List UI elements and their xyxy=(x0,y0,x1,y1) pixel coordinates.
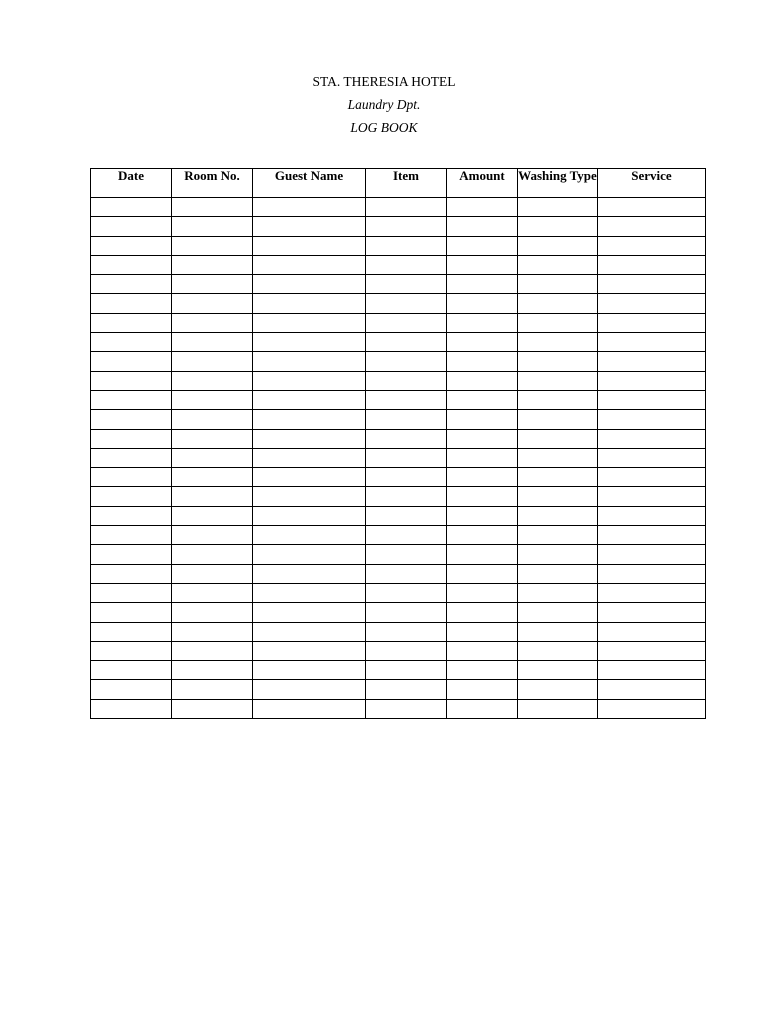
table-cell-amount xyxy=(447,680,518,699)
table-cell-date xyxy=(91,217,172,236)
table-cell-guest-name xyxy=(253,313,366,332)
table-cell-date xyxy=(91,622,172,641)
table-row xyxy=(91,641,706,660)
table-cell-guest-name xyxy=(253,448,366,467)
table-cell-service xyxy=(598,661,706,680)
department-name: Laundry Dpt. xyxy=(347,97,421,112)
table-cell-amount xyxy=(447,545,518,564)
table-cell-date xyxy=(91,294,172,313)
table-cell-item xyxy=(366,699,447,718)
table-row xyxy=(91,622,706,641)
table-cell-amount xyxy=(447,371,518,390)
table-cell-guest-name xyxy=(253,680,366,699)
document-title: LOG BOOK xyxy=(350,120,418,135)
table-cell-service xyxy=(598,468,706,487)
table-cell-room-no xyxy=(172,217,253,236)
table-cell-item xyxy=(366,545,447,564)
table-cell-item xyxy=(366,236,447,255)
table-cell-guest-name xyxy=(253,429,366,448)
table-row xyxy=(91,545,706,564)
table-row xyxy=(91,487,706,506)
table-cell-amount xyxy=(447,275,518,294)
table-cell-room-no xyxy=(172,236,253,255)
table-cell-service xyxy=(598,564,706,583)
table-cell-service xyxy=(598,217,706,236)
column-header-service: Service xyxy=(598,169,706,198)
table-cell-guest-name xyxy=(253,526,366,545)
table-cell-room-no xyxy=(172,545,253,564)
table-cell-amount xyxy=(447,333,518,352)
table-cell-date xyxy=(91,603,172,622)
table-cell-amount xyxy=(447,410,518,429)
table-cell-room-no xyxy=(172,641,253,660)
table-cell-guest-name xyxy=(253,236,366,255)
table-cell-amount xyxy=(447,448,518,467)
table-row xyxy=(91,468,706,487)
column-header-item: Item xyxy=(366,169,447,198)
table-cell-amount xyxy=(447,564,518,583)
table-cell-item xyxy=(366,313,447,332)
table-cell-guest-name xyxy=(253,390,366,409)
table-cell-date xyxy=(91,333,172,352)
table-cell-item xyxy=(366,680,447,699)
table-cell-date xyxy=(91,506,172,525)
table-cell-room-no xyxy=(172,255,253,274)
table-cell-date xyxy=(91,564,172,583)
table-cell-amount xyxy=(447,429,518,448)
table-cell-item xyxy=(366,448,447,467)
table-cell-room-no xyxy=(172,313,253,332)
table-header-row xyxy=(91,169,706,198)
table-row xyxy=(91,217,706,236)
table-cell-item xyxy=(366,583,447,602)
table-cell-date xyxy=(91,641,172,660)
table-row xyxy=(91,526,706,545)
table-cell-service xyxy=(598,583,706,602)
table-cell-service xyxy=(598,255,706,274)
table-cell-washing-type xyxy=(518,275,598,294)
table-cell-item xyxy=(366,622,447,641)
table-cell-date xyxy=(91,487,172,506)
table-cell-room-no xyxy=(172,333,253,352)
table-cell-amount xyxy=(447,468,518,487)
table-row xyxy=(91,352,706,371)
table-cell-date xyxy=(91,583,172,602)
table-row xyxy=(91,313,706,332)
table-cell-washing-type xyxy=(518,371,598,390)
table-cell-item xyxy=(366,198,447,217)
table-cell-room-no xyxy=(172,275,253,294)
hotel-name: STA. THERESIA HOTEL xyxy=(312,74,456,89)
table-cell-room-no xyxy=(172,410,253,429)
log-book-table xyxy=(90,168,706,719)
table-cell-amount xyxy=(447,487,518,506)
table-row xyxy=(91,448,706,467)
table-cell-service xyxy=(598,352,706,371)
table-body xyxy=(91,198,706,719)
table-cell-item xyxy=(366,661,447,680)
table-cell-item xyxy=(366,641,447,660)
table-cell-service xyxy=(598,371,706,390)
table-cell-date xyxy=(91,526,172,545)
table-cell-service xyxy=(598,294,706,313)
table-cell-amount xyxy=(447,641,518,660)
table-cell-amount xyxy=(447,313,518,332)
table-row xyxy=(91,583,706,602)
table-cell-item xyxy=(366,255,447,274)
column-header-guest-name: Guest Name xyxy=(253,169,366,198)
table-cell-guest-name xyxy=(253,275,366,294)
table-cell-service xyxy=(598,236,706,255)
table-cell-guest-name xyxy=(253,661,366,680)
table-cell-washing-type xyxy=(518,661,598,680)
table-cell-room-no xyxy=(172,198,253,217)
table-cell-date xyxy=(91,236,172,255)
table-cell-date xyxy=(91,390,172,409)
table-cell-amount xyxy=(447,526,518,545)
table-cell-date xyxy=(91,680,172,699)
table-cell-guest-name xyxy=(253,352,366,371)
table-cell-date xyxy=(91,699,172,718)
table-cell-washing-type xyxy=(518,583,598,602)
table-cell-service xyxy=(598,448,706,467)
table-cell-washing-type xyxy=(518,255,598,274)
table-cell-guest-name xyxy=(253,294,366,313)
table-cell-amount xyxy=(447,661,518,680)
column-header-amount: Amount xyxy=(447,169,518,198)
table-row xyxy=(91,429,706,448)
table-cell-room-no xyxy=(172,661,253,680)
table-cell-item xyxy=(366,487,447,506)
table-cell-room-no xyxy=(172,371,253,390)
table-cell-date xyxy=(91,410,172,429)
table-cell-room-no xyxy=(172,294,253,313)
table-cell-washing-type xyxy=(518,333,598,352)
table-cell-amount xyxy=(447,217,518,236)
table-cell-guest-name xyxy=(253,506,366,525)
table-cell-room-no xyxy=(172,526,253,545)
table-cell-washing-type xyxy=(518,699,598,718)
table-cell-room-no xyxy=(172,468,253,487)
column-header-room-no: Room No. xyxy=(172,169,253,198)
table-cell-date xyxy=(91,352,172,371)
table-cell-date xyxy=(91,448,172,467)
table-cell-washing-type xyxy=(518,622,598,641)
table-cell-item xyxy=(366,429,447,448)
table-cell-guest-name xyxy=(253,217,366,236)
table-cell-item xyxy=(366,468,447,487)
table-cell-item xyxy=(366,390,447,409)
table-row xyxy=(91,661,706,680)
table-cell-guest-name xyxy=(253,603,366,622)
table-cell-room-no xyxy=(172,352,253,371)
table-cell-item xyxy=(366,603,447,622)
table-cell-room-no xyxy=(172,390,253,409)
table-cell-item xyxy=(366,275,447,294)
table-cell-room-no xyxy=(172,622,253,641)
table-cell-washing-type xyxy=(518,236,598,255)
table-cell-washing-type xyxy=(518,390,598,409)
table-cell-washing-type xyxy=(518,410,598,429)
table-cell-service xyxy=(598,487,706,506)
table-cell-guest-name xyxy=(253,564,366,583)
table-row xyxy=(91,294,706,313)
table-cell-amount xyxy=(447,390,518,409)
column-header-washing-type: Washing Type xyxy=(518,169,598,198)
table-cell-item xyxy=(366,410,447,429)
table-cell-item xyxy=(366,506,447,525)
table-cell-amount xyxy=(447,622,518,641)
table-cell-service xyxy=(598,390,706,409)
table-cell-washing-type xyxy=(518,198,598,217)
table-cell-guest-name xyxy=(253,583,366,602)
table-cell-guest-name xyxy=(253,545,366,564)
table-row xyxy=(91,603,706,622)
table-cell-room-no xyxy=(172,583,253,602)
table-row xyxy=(91,275,706,294)
table-cell-guest-name xyxy=(253,255,366,274)
table-cell-amount xyxy=(447,699,518,718)
table-cell-guest-name xyxy=(253,410,366,429)
table-cell-service xyxy=(598,313,706,332)
table-cell-item xyxy=(366,352,447,371)
table-cell-service xyxy=(598,699,706,718)
table-cell-amount xyxy=(447,198,518,217)
table-cell-guest-name xyxy=(253,333,366,352)
table-cell-item xyxy=(366,564,447,583)
table-cell-room-no xyxy=(172,680,253,699)
table-cell-washing-type xyxy=(518,506,598,525)
table-cell-washing-type xyxy=(518,429,598,448)
table-cell-service xyxy=(598,603,706,622)
table-cell-guest-name xyxy=(253,641,366,660)
table-cell-service xyxy=(598,506,706,525)
table-cell-washing-type xyxy=(518,545,598,564)
table-cell-guest-name xyxy=(253,198,366,217)
table-cell-washing-type xyxy=(518,641,598,660)
table-cell-washing-type xyxy=(518,603,598,622)
table-cell-date xyxy=(91,371,172,390)
column-header-date: Date xyxy=(91,169,172,198)
table-row xyxy=(91,680,706,699)
table-cell-room-no xyxy=(172,429,253,448)
table-cell-guest-name xyxy=(253,468,366,487)
table-cell-date xyxy=(91,468,172,487)
table-cell-service xyxy=(598,526,706,545)
table-cell-washing-type xyxy=(518,564,598,583)
table-cell-date xyxy=(91,313,172,332)
table-cell-item xyxy=(366,294,447,313)
table-row xyxy=(91,255,706,274)
table-cell-washing-type xyxy=(518,352,598,371)
table-cell-room-no xyxy=(172,487,253,506)
table-cell-date xyxy=(91,275,172,294)
table-cell-guest-name xyxy=(253,371,366,390)
table-cell-washing-type xyxy=(518,448,598,467)
table-cell-service xyxy=(598,333,706,352)
table-cell-amount xyxy=(447,352,518,371)
table-cell-washing-type xyxy=(518,294,598,313)
table-row xyxy=(91,564,706,583)
table-cell-item xyxy=(366,333,447,352)
table-cell-amount xyxy=(447,236,518,255)
table-cell-amount xyxy=(447,583,518,602)
table-cell-service xyxy=(598,410,706,429)
table-cell-service xyxy=(598,275,706,294)
table-cell-room-no xyxy=(172,506,253,525)
table-cell-room-no xyxy=(172,448,253,467)
table-cell-room-no xyxy=(172,603,253,622)
table-cell-date xyxy=(91,545,172,564)
table-cell-date xyxy=(91,429,172,448)
table-cell-amount xyxy=(447,506,518,525)
table-cell-guest-name xyxy=(253,622,366,641)
table-cell-service xyxy=(598,641,706,660)
table-row xyxy=(91,506,706,525)
table-cell-item xyxy=(366,371,447,390)
table-cell-washing-type xyxy=(518,313,598,332)
table-cell-washing-type xyxy=(518,468,598,487)
table-cell-date xyxy=(91,198,172,217)
table-row xyxy=(91,198,706,217)
table-cell-service xyxy=(598,680,706,699)
table-cell-guest-name xyxy=(253,699,366,718)
table-cell-item xyxy=(366,526,447,545)
table-cell-service xyxy=(598,622,706,641)
table-cell-amount xyxy=(447,255,518,274)
table-cell-washing-type xyxy=(518,217,598,236)
table-cell-washing-type xyxy=(518,526,598,545)
table-cell-room-no xyxy=(172,564,253,583)
table-row xyxy=(91,390,706,409)
table-row xyxy=(91,371,706,390)
table-row xyxy=(91,236,706,255)
table-cell-washing-type xyxy=(518,487,598,506)
table-cell-amount xyxy=(447,294,518,313)
table-row xyxy=(91,699,706,718)
table-cell-amount xyxy=(447,603,518,622)
table-cell-item xyxy=(366,217,447,236)
table-row xyxy=(91,333,706,352)
table-cell-service xyxy=(598,429,706,448)
table-cell-date xyxy=(91,661,172,680)
table-cell-service xyxy=(598,198,706,217)
table-row xyxy=(91,410,706,429)
table-cell-service xyxy=(598,545,706,564)
table-cell-guest-name xyxy=(253,487,366,506)
table-cell-washing-type xyxy=(518,680,598,699)
table-cell-date xyxy=(91,255,172,274)
table-cell-room-no xyxy=(172,699,253,718)
